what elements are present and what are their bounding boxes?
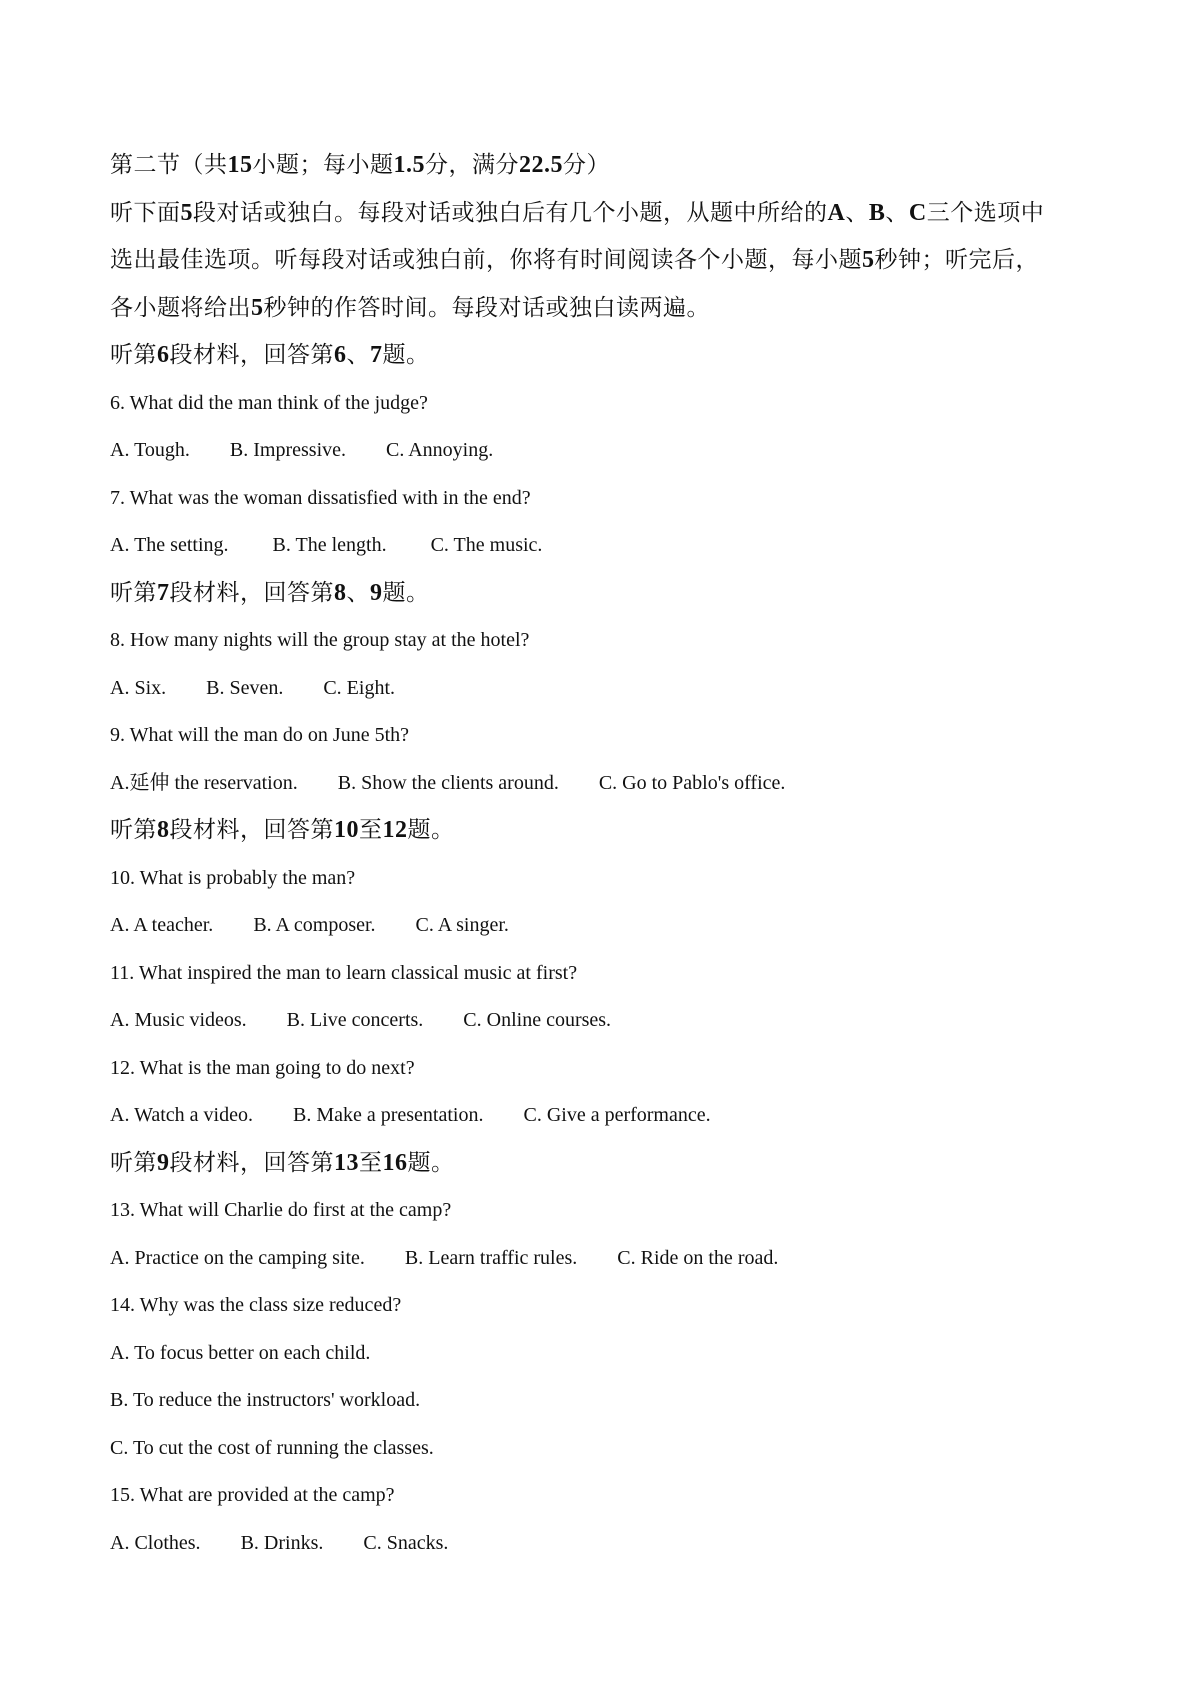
section-heading: 听第6段材料，回答第6、7题。 (110, 342, 430, 368)
exam-page (110, 142, 1100, 1567)
option-c[interactable]: C. Online courses. (463, 1009, 612, 1031)
option-b[interactable]: B. Live concerts. (286, 1009, 424, 1031)
instruction-line: 选出最佳选项。听每段对话或独白前，你将有时间阅读各个小题，每小题5秒钟；听完后， (110, 247, 1039, 273)
option-c[interactable]: C. Eight. (323, 676, 396, 699)
option-c[interactable]: C. A singer. (415, 914, 509, 936)
option-c[interactable]: C. Give a performance. (523, 1104, 711, 1126)
question-options (110, 997, 1100, 1045)
section-heading: 听第9段材料，回答第13至16题。 (110, 1149, 455, 1176)
option-b[interactable]: B. The length. (272, 534, 387, 556)
option-a[interactable]: A. Tough. (110, 439, 190, 461)
option-b[interactable]: B. Make a presentation. (292, 1104, 484, 1126)
question-stem: 8. How many nights will the group stay at the hotel? (110, 629, 530, 651)
section-header: 第二节（共15小题；每小题1.5分，满分22.5分） (110, 152, 610, 178)
option-b[interactable]: B. A composer. (253, 914, 376, 936)
question-stem: 11. What inspired the man to learn classical music at first? (110, 961, 578, 984)
option-a[interactable]: A.延伸 the reservation. (110, 771, 298, 794)
option-a[interactable]: A. To focus better on each child. (110, 1341, 371, 1364)
question-stem: 6. What did the man think of the judge? (110, 391, 428, 414)
option-c[interactable]: C. Ride on the road. (617, 1246, 779, 1269)
question-stem: 10. What is probably the man? (110, 866, 356, 889)
question-stem: 13. What will Charlie do first at the camp? (110, 1199, 452, 1221)
section-heading: 听第7段材料，回答第8、9题。 (110, 579, 430, 606)
option-b[interactable]: B. Show the clients around. (337, 771, 559, 794)
option-a[interactable]: A. A teacher. (110, 914, 214, 936)
question-stem: 14. Why was the class size reduced? (110, 1294, 402, 1316)
option-b[interactable]: B. Learn traffic rules. (404, 1246, 578, 1269)
section-8 (110, 807, 1100, 1140)
question-stem: 9. What will the man do on June 5th? (110, 724, 410, 746)
question-options (110, 665, 1100, 713)
question-options (110, 1235, 1100, 1283)
instructions (110, 190, 1100, 333)
question-options (110, 1520, 1100, 1568)
option-b[interactable]: B. Seven. (206, 676, 284, 699)
question-options (110, 427, 1100, 475)
question-stem: 15. What are provided at the camp? (110, 1484, 395, 1506)
section-heading: 听第8段材料，回答第10至12题。 (110, 817, 455, 843)
section-7 (110, 570, 1100, 808)
option-b[interactable]: B. Impressive. (229, 439, 346, 461)
option-a[interactable]: A. Music videos. (110, 1009, 247, 1031)
option-a[interactable]: A. Six. (110, 676, 167, 699)
question-stem: 12. What is the man going to do next? (110, 1056, 415, 1079)
question-options (110, 1092, 1100, 1140)
option-c[interactable]: C. The music. (430, 534, 543, 556)
instruction-line: 各小题将给出5秒钟的作答时间。每段对话或独白读两遍。 (110, 294, 710, 321)
option-a[interactable]: A. Watch a video. (110, 1104, 253, 1126)
option-c[interactable]: C. Snacks. (363, 1531, 449, 1554)
option-c[interactable]: C. Go to Pablo's office. (598, 771, 786, 794)
option-b[interactable]: B. To reduce the instructors' workload. (110, 1389, 421, 1411)
question-options (110, 522, 1100, 570)
question-stem: 7. What was the woman dissatisfied with in the end? (110, 486, 531, 509)
instruction-line: 听下面5段对话或独白。每段对话或独白后有几个小题，从题中所给的A、B、C三个选项中 (110, 199, 1045, 226)
option-a[interactable]: A. Practice on the camping site. (110, 1246, 365, 1269)
section-6 (110, 332, 1100, 570)
option-b[interactable]: B. Drinks. (240, 1531, 324, 1554)
option-a[interactable]: A. Clothes. (110, 1531, 201, 1554)
question-options (110, 902, 1100, 950)
question-options (110, 760, 1100, 808)
section-9 (110, 1140, 1100, 1568)
option-c[interactable]: C. To cut the cost of running the classes. (110, 1436, 434, 1459)
option-a[interactable]: A. The setting. (110, 534, 229, 556)
option-c[interactable]: C. Annoying. (386, 439, 494, 461)
